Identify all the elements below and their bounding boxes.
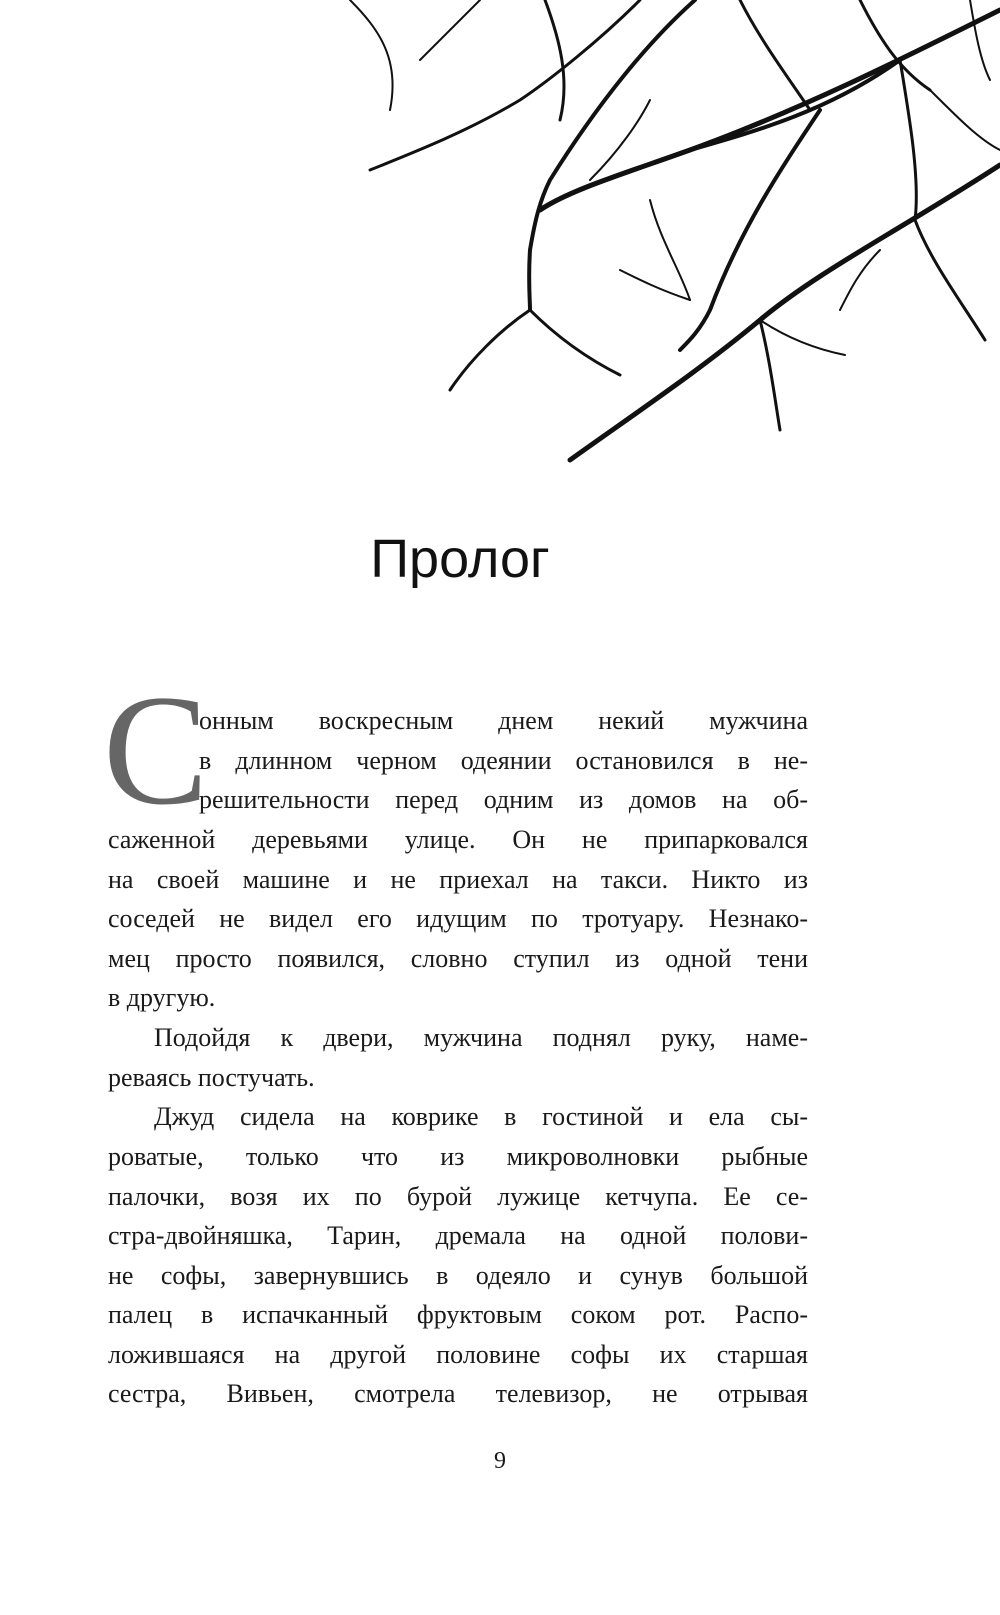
text-line: роватые, только что из микроволновки рыбные — [108, 1142, 808, 1171]
text-line: в длинном черном одеянии остановился в не- — [199, 746, 808, 775]
text-line: стра-двойняшка, Тарин, дремала на одной полови- — [108, 1221, 808, 1250]
text-line: на своей машине и не приехал на такси. Никто из — [108, 865, 808, 894]
chapter-title-text: Пролог — [370, 529, 550, 589]
tree-branches-illustration — [0, 0, 1000, 470]
text-line: ложившаяся на другой половине софы их старшая — [108, 1340, 808, 1369]
text-line: решительности перед одним из домов на об- — [199, 785, 808, 814]
text-line: мец просто появился, словно ступил из одной тени — [108, 944, 808, 973]
drop-cap: С — [103, 663, 209, 838]
chapter-title — [0, 528, 1000, 590]
text-line: в другую. — [108, 983, 216, 1012]
text-line: онным воскресным днем некий мужчина — [199, 706, 808, 735]
text-line: палочки, возя их по бурой лужице кетчупа. Ее се- — [108, 1182, 808, 1211]
text-line: сестра, Вивьен, смотрела телевизор, не отрывая — [108, 1379, 808, 1408]
text-line: не софы, завернувшись в одеяло и сунув большой — [108, 1261, 808, 1290]
page-number: 9 — [494, 1448, 506, 1474]
text-line: соседей не видел его идущим по тротуару. Незнако- — [108, 904, 808, 933]
text-line: саженной деревьями улице. Он не припарковался — [108, 825, 808, 854]
text-line: Подойдя к двери, мужчина поднял руку, наме- — [154, 1023, 808, 1052]
text-line: реваясь постучать. — [108, 1063, 315, 1092]
text-line: Джуд сидела на коврике в гостиной и ела сы- — [154, 1102, 808, 1131]
text-line: палец в испачканный фруктовым соком рот. Распо- — [108, 1300, 808, 1329]
